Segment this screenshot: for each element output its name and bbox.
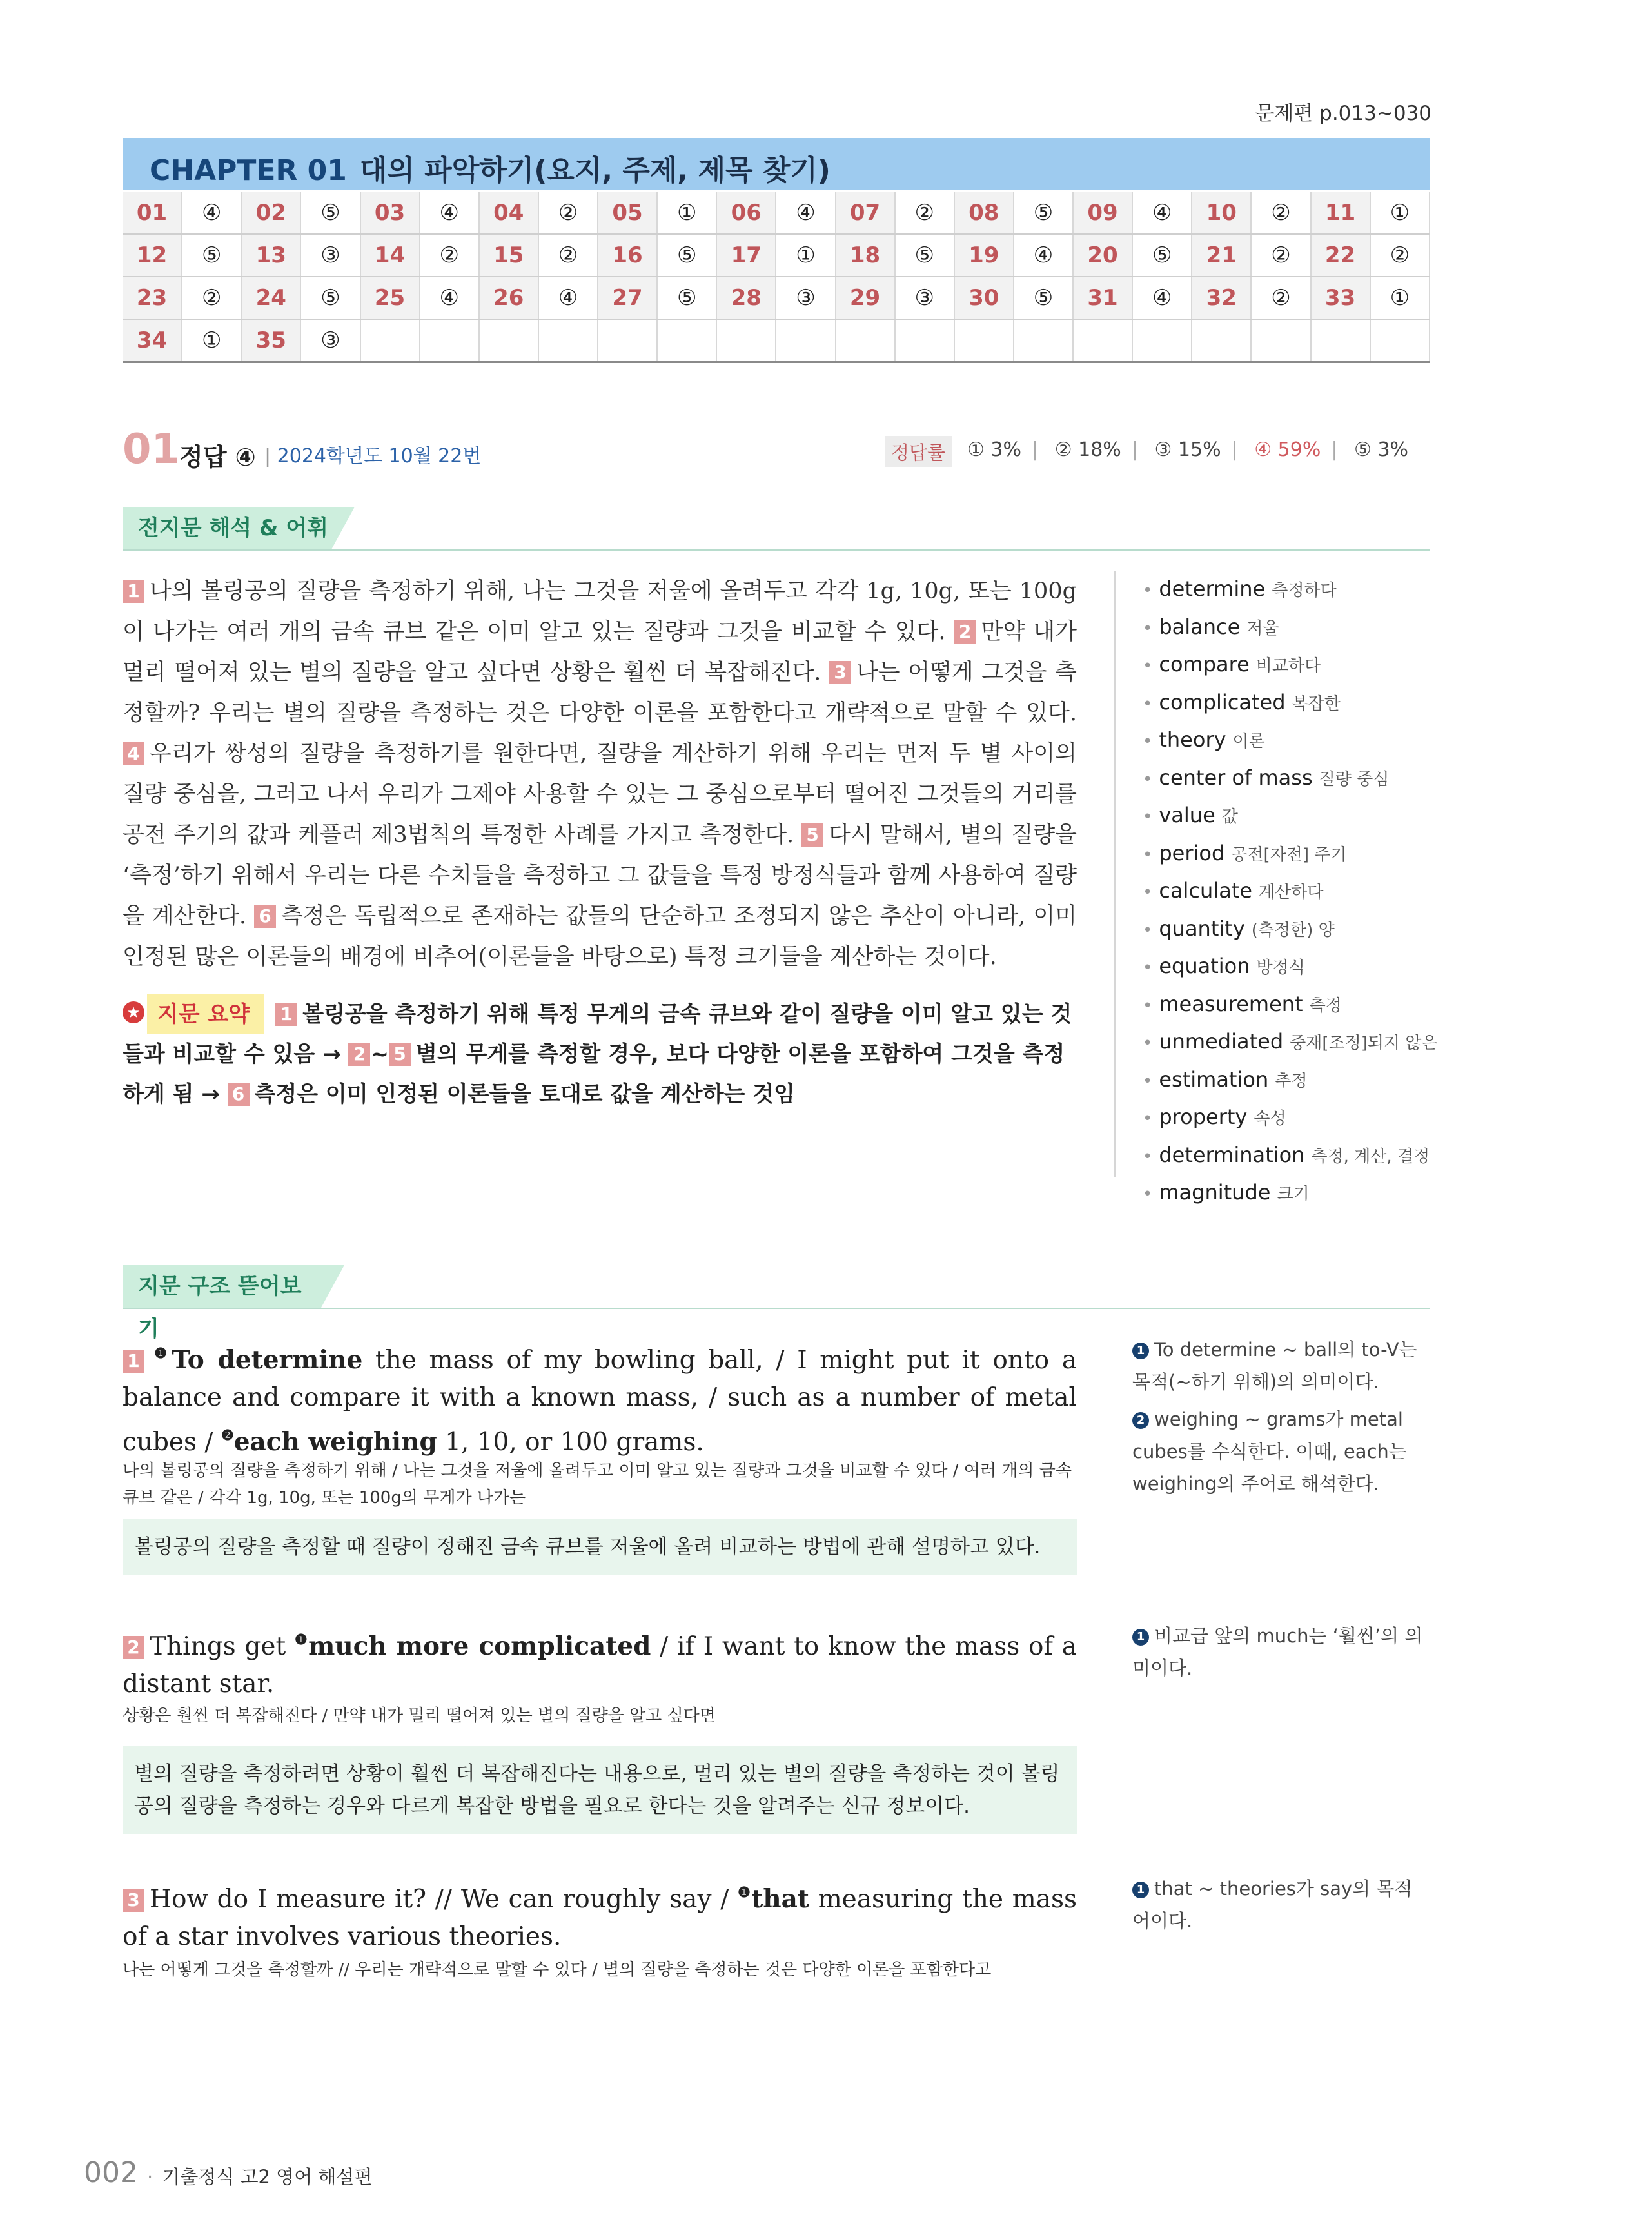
grammar-marker: ❷ [221, 1427, 234, 1444]
highlighted-phrase: that [751, 1884, 809, 1914]
answer-rates: ① 3% | ② 18% | ③ 15% | ④ 59% | ⑤ 3% [967, 438, 1409, 461]
sentence-number: 3 [123, 1889, 144, 1912]
answer-row [123, 192, 1430, 234]
question-number: 01 [123, 426, 181, 473]
sentence-number: 1 [123, 580, 144, 603]
answer-question-number [1192, 319, 1251, 362]
vocab-item [1143, 873, 1431, 911]
chapter-label: CHAPTER 01 [150, 154, 347, 187]
rate-2: ② 18% [1054, 438, 1121, 461]
vocab-item [1143, 798, 1431, 836]
answer-choice: ① [1370, 277, 1430, 319]
answer-question-number: 26 [479, 277, 538, 319]
vocab-item [1143, 949, 1431, 987]
section-tab-translation: 전지문 해석 & 어휘 [123, 507, 331, 549]
sentence-number: 1 [123, 1350, 144, 1373]
vocab-item [1143, 1137, 1431, 1176]
answer-choice: ④ [420, 192, 479, 234]
answer-choice [1370, 319, 1430, 362]
vocab-item [1143, 911, 1431, 949]
note-marker: 2 [1132, 1412, 1149, 1429]
answer-question-number: 34 [123, 319, 182, 362]
translation-sentence: 우리가 쌍성의 질량을 측정하기를 원한다면, 질량을 계산하기 위해 우리는 먼저 두 별 사이의 질량 중심을, 그러고 나서 우리가 그제야 사용할 수 있는 그 중심으로부터 떨어진 그것들의 거리를 공전 주기의 값과 케플러 제3법칙의 특정한 사례를 가지고 측정한다. [123, 741, 1077, 848]
answer-question-number: 29 [836, 277, 895, 319]
chunk-translation-3: 나는 어떻게 그것을 측정할까 // 우리는 개략적으로 말할 수 있다 / 별의 질량을 측정하는 것은 다양한 이론을 포함한다고 [123, 1960, 992, 1980]
rate-4: ④ 59% [1254, 438, 1321, 461]
grammar-marker: ❶ [294, 1631, 309, 1648]
vocab-word: quantity [1159, 916, 1245, 941]
chapter-title [150, 147, 831, 188]
vocab-word: value [1159, 803, 1215, 827]
sentence-number: 6 [254, 905, 276, 928]
sentence-text: the mass of my bowling ball, / I might put it onto a balance and compare it with a known mass, / such as a number of metal cubes / [123, 1346, 1077, 1457]
answer-question-number [836, 319, 895, 362]
rate-1: ① 3% [967, 438, 1022, 461]
vocab-item [1143, 1099, 1431, 1137]
answer-choice: ① [1370, 192, 1430, 234]
vocab-meaning: 질량 중심 [1319, 769, 1390, 789]
sentence-text: Things get [150, 1632, 295, 1661]
translation-sentence: 나는 어떻게 그것을 측정할까? 우리는 별의 질량을 측정하는 것은 다양한 이론을 포함한다고 개략적으로 말할 수 있다. [123, 660, 1077, 726]
english-sentence-2 [123, 1621, 1077, 1703]
grammar-marker: ❶ [738, 1884, 752, 1901]
sentence-number: 1 [275, 1003, 297, 1026]
answer-choice: ④ [1132, 192, 1192, 234]
answer-question-number: 01 [123, 192, 182, 234]
answer-question-number: 17 [716, 234, 776, 277]
answer-choice: ② [1251, 192, 1310, 234]
vocabulary-panel [1114, 571, 1438, 1205]
sentence-number: 2 [348, 1043, 370, 1066]
summary-part-2: 별의 무게를 측정할 경우, 보다 다양한 이론을 포함하여 그것을 측정하게 됨 → [123, 1041, 1065, 1107]
answer-question-number: 31 [1073, 277, 1132, 319]
vocab-item [1143, 647, 1431, 685]
sentence-text: measuring the mass of a star involves various theories. [123, 1885, 1077, 1951]
vocab-meaning: 값 [1221, 807, 1238, 827]
answer-choice: ② [538, 234, 598, 277]
sentence-number: 2 [954, 620, 976, 644]
chunk-translation-2: 상황은 훨씬 더 복잡해진다 / 만약 내가 멀리 떨어져 있는 별의 질량을 알고 싶다면 [123, 1706, 716, 1726]
answer-question-number: 08 [954, 192, 1014, 234]
chunk-translation-1: 나의 볼링공의 질량을 측정하기 위해 / 나는 그것을 저울에 올려두고 이미 알고 있는 질량과 그것을 비교할 수 있다 / 여러 개의 금속 큐브 같은 / 각각 1g, 10g, 또는 100g의 무게가 나가는 [123, 1461, 1072, 1508]
chapter-name: 대의 파악하기(요지, 주제, 제목 찾기) [359, 154, 831, 187]
answer-question-number: 16 [598, 234, 657, 277]
answer-question-number: 09 [1073, 192, 1132, 234]
page-reference: 문제편 p.013~030 [1255, 102, 1431, 125]
answer-question-number: 11 [1311, 192, 1370, 234]
answer-choice: ⑤ [895, 234, 954, 277]
answer-choice: ④ [420, 277, 479, 319]
answer-question-number: 14 [360, 234, 420, 277]
note-marker: 1 [1132, 1343, 1149, 1359]
translation-sentence: 나의 볼링공의 질량을 측정하기 위해, 나는 그것을 저울에 올려두고 각각 1g, 10g, 또는 100g이 나가는 여러 개의 금속 큐브 같은 이미 알고 있는 질량과 그것을 비교할 수 있다. [123, 578, 1077, 645]
answer-choice [657, 319, 716, 362]
vocab-word: complicated [1159, 689, 1286, 714]
answer-choice: ④ [182, 192, 241, 234]
answer-choice: ① [776, 234, 835, 277]
answer-question-number [1073, 319, 1132, 362]
page-number: 002 [84, 2156, 138, 2189]
note-text: that ~ theories가 say의 목적어이다. [1132, 1878, 1413, 1932]
vocab-meaning: 공전[자전] 주기 [1231, 845, 1347, 865]
sentence-text: 1, 10, or 100 grams. [437, 1428, 704, 1457]
grammar-note-1 [1132, 1333, 1429, 1398]
vocab-item [1143, 836, 1431, 874]
answer-question-number [360, 319, 420, 362]
sentence-number: 2 [123, 1636, 144, 1659]
translation-sentence: 측정은 독립적으로 존재하는 값들의 단순하고 조정되지 않은 추산이 아니라, 이미 인정된 많은 이론들의 배경에 비추어(이론들을 바탕으로) 특정 크기들을 계산하는 것이다. [123, 903, 1077, 970]
explanation-box-1: 볼링공의 질량을 측정할 때 질량이 정해진 금속 큐브를 저울에 올려 비교하는 방법에 관해 설명하고 있다. [123, 1519, 1077, 1575]
vocab-meaning: 측정 [1309, 996, 1342, 1016]
answer-question-number: 12 [123, 234, 182, 277]
answer-question-number [598, 319, 657, 362]
answer-choice: ② [1370, 234, 1430, 277]
answer-key-table [123, 192, 1430, 363]
answer-row [123, 319, 1430, 362]
answer-choice: ① [182, 319, 241, 362]
answer-choice [1014, 319, 1073, 362]
highlighted-phrase: each weighing [233, 1427, 437, 1457]
answer-choice [776, 319, 835, 362]
answer-question-number: 32 [1192, 277, 1251, 319]
section-divider [123, 1308, 1430, 1309]
sentence-text: / if I want to know the mass of a distant star. [123, 1632, 1077, 1698]
summary-part-3: 측정은 이미 인정된 이론들을 토대로 값을 계산하는 것임 [254, 1081, 795, 1107]
vocab-meaning: 크기 [1277, 1185, 1310, 1204]
note-marker: 1 [1132, 1882, 1149, 1898]
answer-choice: ③ [895, 277, 954, 319]
answer-question-number: 07 [836, 192, 895, 234]
answer-choice: ④ [1132, 277, 1192, 319]
answer-question-number: 33 [1311, 277, 1370, 319]
answer-question-number: 15 [479, 234, 538, 277]
answer-choice: ⑤ [182, 234, 241, 277]
vocab-meaning: 저울 [1246, 618, 1279, 638]
sentence-text: How do I measure it? // We can roughly say / [150, 1885, 738, 1914]
note-text: weighing ~ grams가 metal cubes를 수식한다. 이때, each는 weighing의 주어로 해석한다. [1132, 1408, 1407, 1495]
vocab-word: determination [1159, 1142, 1305, 1167]
vocab-meaning: 중재[조정]되지 않은 [1290, 1034, 1438, 1053]
rate-5: ⑤ 3% [1354, 438, 1409, 461]
vocab-item [1143, 571, 1431, 609]
answer-choice [1251, 319, 1310, 362]
note-text: To determine ~ ball의 to-V는 목적(~하기 위해)의 의미이다. [1132, 1339, 1417, 1393]
answer-question-number [954, 319, 1014, 362]
answer-choice: ③ [776, 277, 835, 319]
answer-question-number: 10 [1192, 192, 1251, 234]
explanation-box-2: 별의 질량을 측정하려면 상황이 훨씬 더 복잡해진다는 내용으로, 멀리 있는 별의 질량을 측정하는 것이 볼링공의 질량을 측정하는 경우와 다르게 복잡한 방법을 필요로 한다는 것을 알려주는 신규 정보이다. [123, 1746, 1077, 1834]
answer-choice: ⑤ [1014, 277, 1073, 319]
answer-choice [895, 319, 954, 362]
answer-choice: ④ [776, 192, 835, 234]
vocab-item [1143, 609, 1431, 647]
grammar-marker: ❶ [150, 1345, 172, 1362]
translation-sentence: 다시 말해서, 별의 질량을 ‘측정’하기 위해서 우리는 다른 수치들을 측정하고 그 값들을 특정 방정식들과 함께 사용하여 질량을 계산한다. [123, 822, 1077, 929]
grammar-note-3 [1132, 1620, 1429, 1684]
vocab-meaning: 계산하다 [1259, 883, 1324, 902]
vocab-meaning: 비교하다 [1255, 656, 1321, 676]
answer-choice [1132, 319, 1192, 362]
translation-sentence: 만약 내가 멀리 떨어져 있는 별의 질량을 알고 싶다면 상황은 훨씬 더 복잡해진다. [123, 619, 1077, 685]
answer-label: 정답 ④ [179, 443, 256, 471]
answer-choice: ② [182, 277, 241, 319]
answer-choice: ① [657, 192, 716, 234]
answer-choice: ⑤ [657, 234, 716, 277]
answer-question-number [716, 319, 776, 362]
answer-question-number: 21 [1192, 234, 1251, 277]
answer-question-number [479, 319, 538, 362]
vocab-meaning: 이론 [1232, 732, 1265, 751]
section-divider [123, 549, 1430, 551]
vocab-meaning: (측정한) 양 [1251, 920, 1335, 940]
vocab-item [1143, 722, 1431, 760]
correct-rate-badge: 정답률 [885, 436, 952, 467]
answer-question-number: 25 [360, 277, 420, 319]
grammar-note-2 [1132, 1403, 1429, 1500]
answer-choice: ④ [1014, 234, 1073, 277]
vocab-word: period [1159, 840, 1225, 865]
vocab-meaning: 방정식 [1256, 958, 1305, 978]
vocab-meaning: 속성 [1254, 1109, 1286, 1128]
vocab-item [1143, 987, 1431, 1025]
vocab-meaning: 복잡한 [1292, 694, 1341, 714]
answer-choice: ⑤ [657, 277, 716, 319]
answer-question-number: 22 [1311, 234, 1370, 277]
grammar-note-4 [1132, 1873, 1429, 1937]
section-tab-structure: 지문 구조 뜯어보기 [123, 1265, 321, 1308]
english-sentence-1 [123, 1335, 1077, 1461]
answer-choice: ② [538, 192, 598, 234]
answer-choice [420, 319, 479, 362]
answer-question-number: 18 [836, 234, 895, 277]
vocab-word: calculate [1159, 878, 1253, 903]
answer-choice: ③ [300, 234, 360, 277]
vocab-meaning: 측정하다 [1272, 581, 1337, 600]
answer-row [123, 234, 1430, 277]
answer-question-number [1311, 319, 1370, 362]
vocab-word: measurement [1159, 991, 1303, 1016]
answer-question-number: 04 [479, 192, 538, 234]
summary-tag: 지문 요약 [147, 994, 264, 1034]
vocab-word: determine [1159, 576, 1266, 601]
book-title: · 기출정식 고2 영어 해설편 [147, 2163, 372, 2189]
vocab-item [1143, 685, 1431, 723]
highlighted-phrase: much more complicated [308, 1631, 651, 1661]
note-marker: 1 [1132, 1629, 1149, 1646]
summary-part-1: 볼링공을 측정하기 위해 특정 무게의 금속 큐브와 같이 질량을 이미 알고 있는 것들과 비교할 수 있음 → [123, 1001, 1072, 1067]
answer-question-number: 05 [598, 192, 657, 234]
rate-3: ③ 15% [1154, 438, 1221, 461]
vocab-word: unmediated [1159, 1029, 1284, 1054]
vocab-word: center of mass [1159, 765, 1313, 790]
answer-choice: ⑤ [1014, 192, 1073, 234]
answer-choice: ② [1251, 277, 1310, 319]
answer-choice: ② [1251, 234, 1310, 277]
answer-question-number: 03 [360, 192, 420, 234]
vocab-item [1143, 760, 1431, 798]
sentence-number: 5 [389, 1043, 411, 1066]
star-icon: ★ [123, 1001, 144, 1023]
vocab-word: compare [1159, 652, 1250, 676]
vocab-word: magnitude [1159, 1180, 1271, 1205]
answer-choice: ⑤ [1132, 234, 1192, 277]
sentence-number: 3 [829, 661, 851, 684]
vocab-meaning: 측정, 계산, 결정 [1311, 1146, 1430, 1166]
vocabulary-list [1116, 571, 1438, 1213]
vocab-word: equation [1159, 954, 1250, 978]
vocab-meaning: 추정 [1275, 1071, 1308, 1091]
answer-choice: ② [420, 234, 479, 277]
answer-question-number: 27 [598, 277, 657, 319]
answer-question-number: 30 [954, 277, 1014, 319]
passage-summary [123, 994, 1077, 1114]
vocab-item [1143, 1175, 1431, 1213]
vocab-item [1143, 1062, 1431, 1100]
vocab-word: balance [1159, 614, 1241, 639]
question-source: | 2024학년도 10월 22번 [264, 440, 481, 468]
answer-question-number: 13 [241, 234, 300, 277]
sentence-number: 6 [228, 1083, 250, 1106]
answer-question-number: 06 [716, 192, 776, 234]
vocab-word: estimation [1159, 1067, 1269, 1092]
answer-question-number: 02 [241, 192, 300, 234]
answer-choice [538, 319, 598, 362]
korean-translation [123, 571, 1077, 978]
answer-question-number: 20 [1073, 234, 1132, 277]
english-sentence-3 [123, 1874, 1077, 1956]
answer-question-number: 24 [241, 277, 300, 319]
vocab-word: property [1159, 1105, 1248, 1129]
highlighted-phrase: To determine [172, 1345, 363, 1375]
answer-choice: ⑤ [300, 277, 360, 319]
vocab-item [1143, 1024, 1438, 1062]
answer-question-number: 23 [123, 277, 182, 319]
sentence-number: 5 [801, 823, 823, 847]
answer-row [123, 277, 1430, 319]
answer-choice: ④ [538, 277, 598, 319]
answer-question-number: 35 [241, 319, 300, 362]
answer-question-number: 19 [954, 234, 1014, 277]
note-text: 비교급 앞의 much는 ‘훨씬’의 의미이다. [1132, 1625, 1423, 1679]
sentence-number: 4 [123, 742, 144, 765]
answer-question-number: 28 [716, 277, 776, 319]
answer-choice: ② [895, 192, 954, 234]
summary-tilde: ~ [370, 1041, 389, 1067]
answer-choice: ⑤ [300, 192, 360, 234]
vocab-word: theory [1159, 727, 1226, 752]
answer-choice: ③ [300, 319, 360, 362]
